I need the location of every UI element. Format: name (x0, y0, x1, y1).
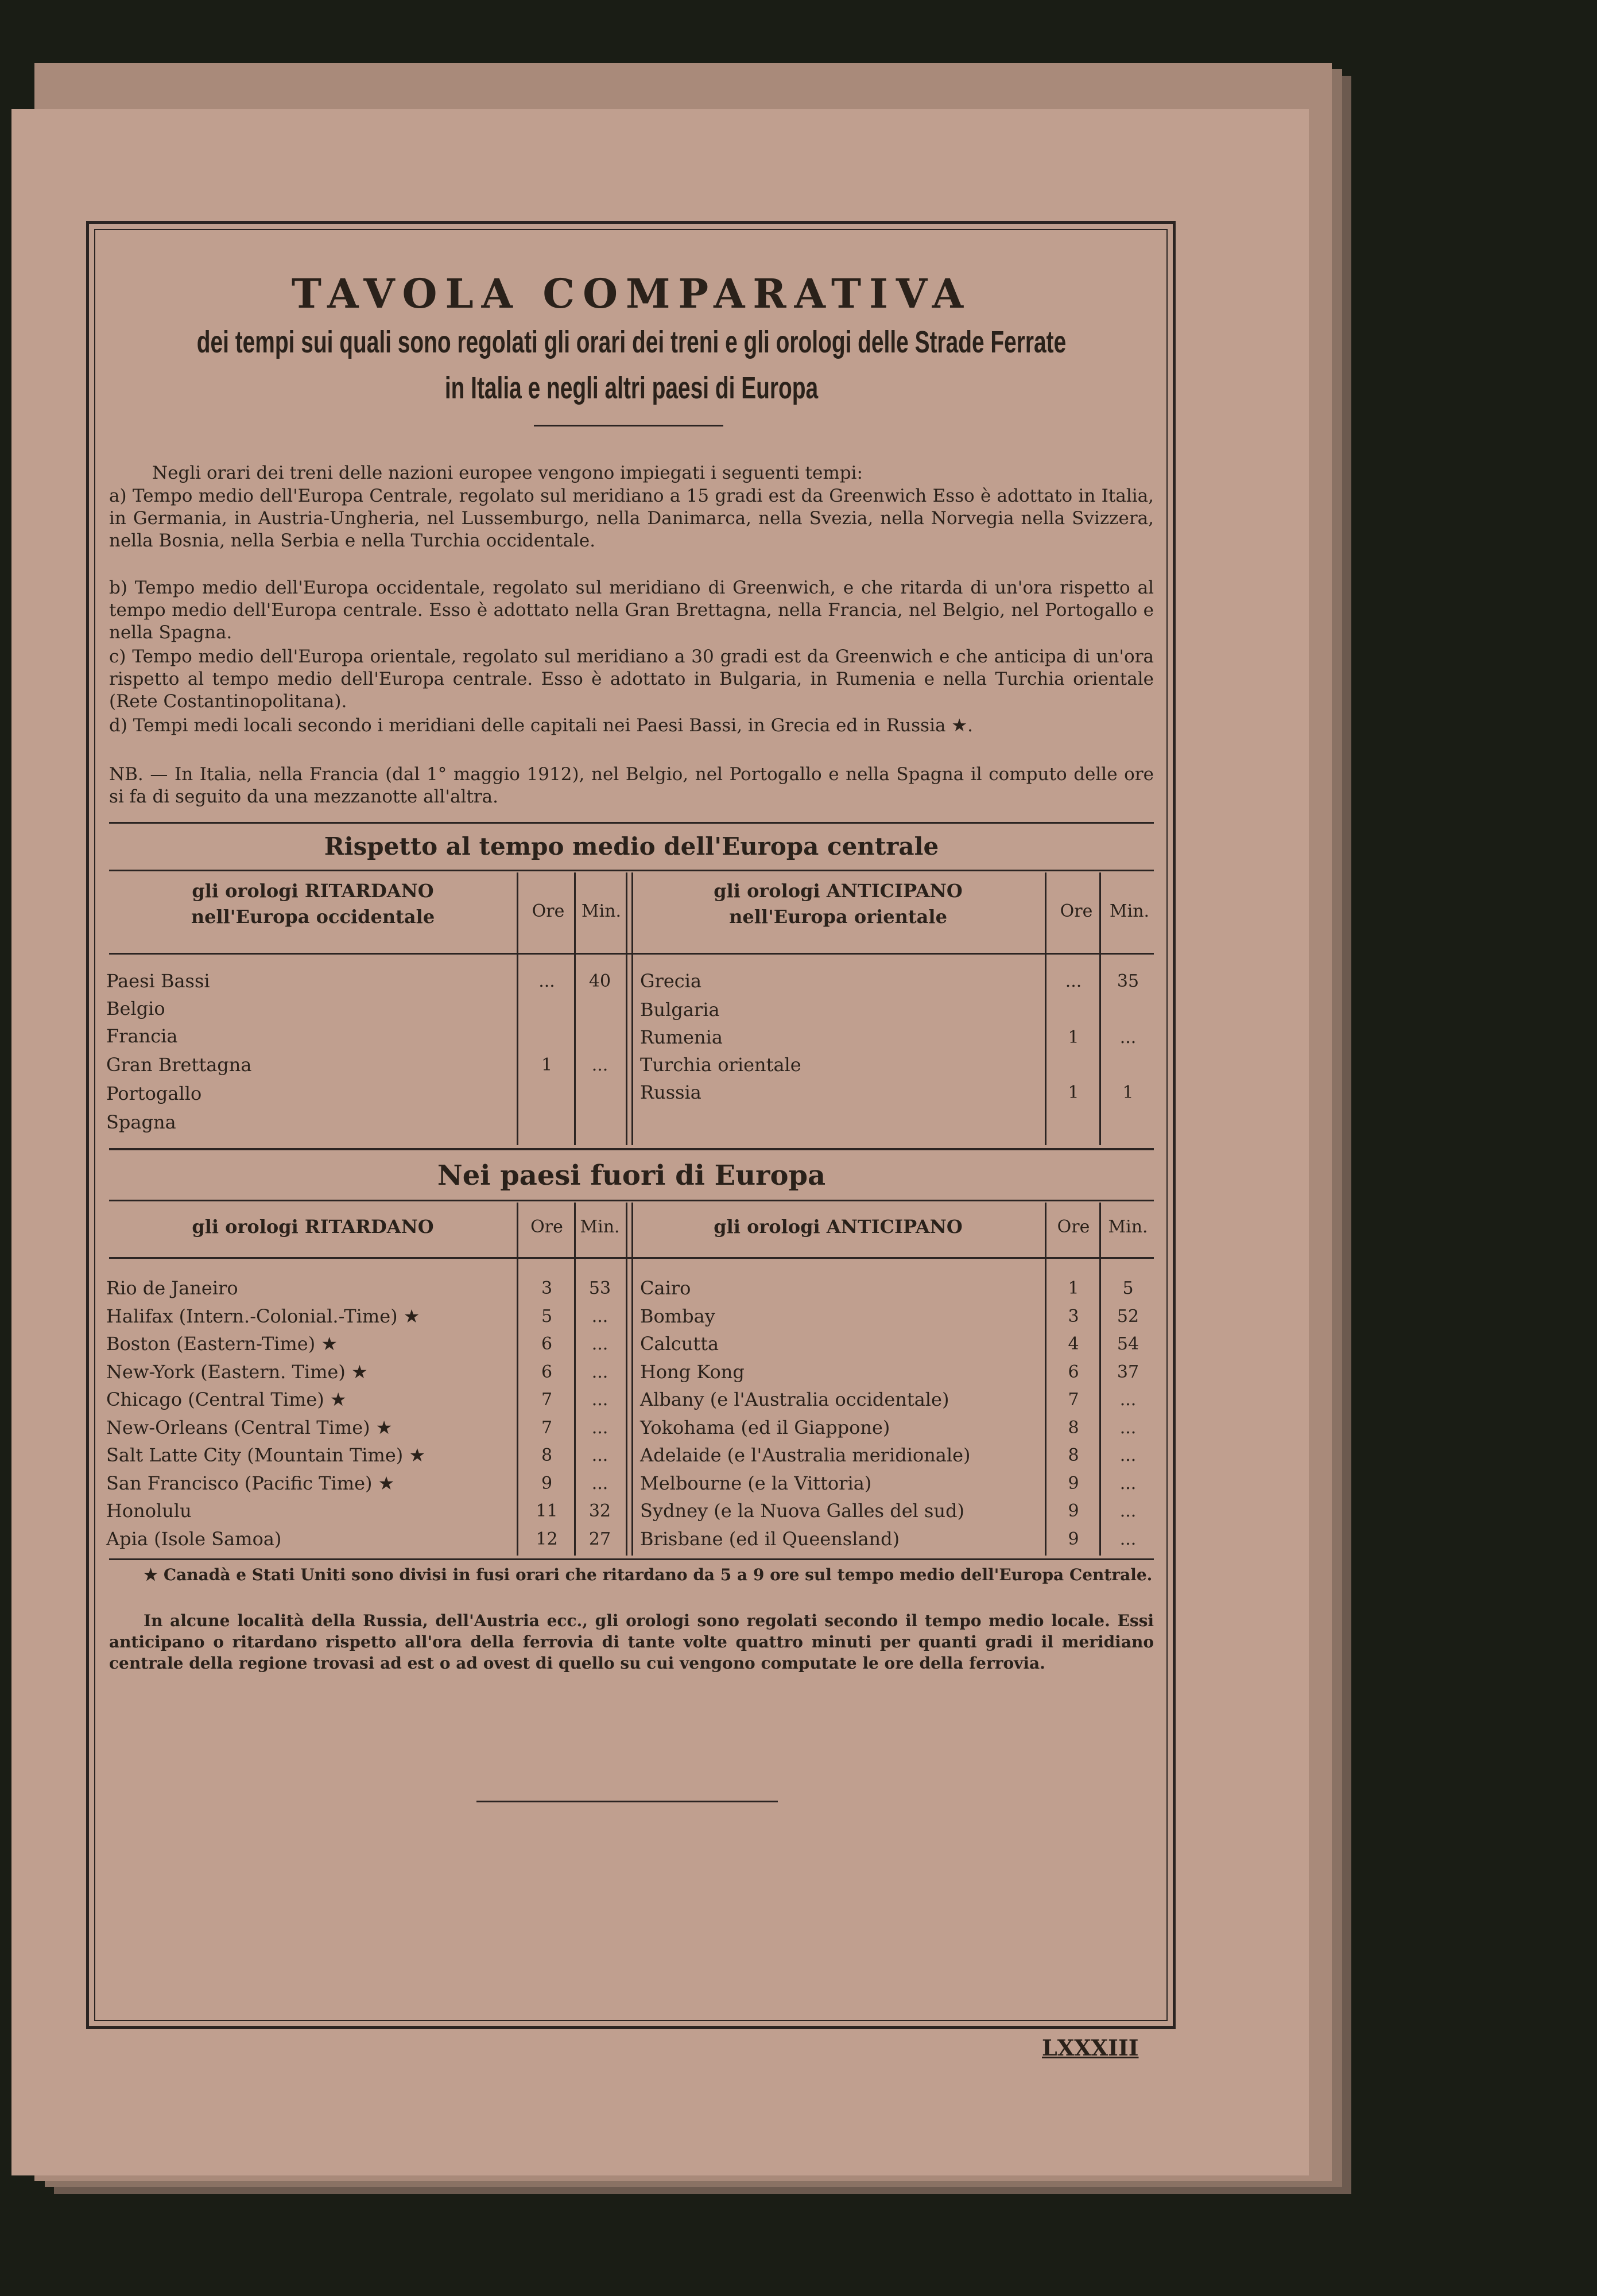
outside-left-row: Apia (Isole Samoa) (106, 1527, 282, 1550)
outside-right-ore-header: Ore (1057, 1217, 1090, 1237)
outside-left-row: San Francisco (Pacific Time) ★ (106, 1472, 395, 1494)
outside-left-ore: 11 (536, 1501, 558, 1521)
outside-right-ore: 3 (1068, 1306, 1079, 1327)
divider (109, 1558, 1154, 1560)
outside-right-min: 5 (1122, 1278, 1134, 1298)
outside-left-row: Boston (Eastern-Time) ★ (106, 1333, 338, 1355)
europe-right-row: Turchia orientale (640, 1054, 801, 1076)
divider (109, 1200, 1154, 1201)
outside-right-ore: 4 (1068, 1334, 1079, 1354)
europe-right-min: 35 (1117, 971, 1139, 991)
outside-left-min: ... (591, 1445, 608, 1465)
europe-right-row: Bulgaria (640, 999, 720, 1021)
outside-right-row: Melbourne (e la Vittoria) (640, 1472, 872, 1494)
outside-left-min: ... (591, 1306, 608, 1327)
outside-right-ore: 7 (1068, 1390, 1079, 1410)
outside-right-min: ... (1119, 1445, 1137, 1465)
outside-left-ore: 3 (541, 1278, 553, 1298)
divider (109, 822, 1154, 824)
outside-left-row: Halifax (Intern.-Colonial.-Time) ★ (106, 1305, 420, 1327)
title-divider (534, 425, 723, 426)
outside-right-row: Adelaide (e l'Australia meridionale) (640, 1444, 971, 1466)
column-divider (626, 872, 627, 1145)
outside-right-ore: 6 (1068, 1362, 1079, 1382)
europe-left-header-2: nell'Europa occidentale (191, 906, 435, 928)
europe-right-row: Russia (640, 1081, 701, 1103)
outside-left-min: 53 (588, 1278, 611, 1298)
outside-left-ore: 6 (541, 1362, 553, 1382)
outside-right-min: 37 (1117, 1362, 1139, 1382)
outside-right-min: 52 (1117, 1306, 1139, 1327)
subtitle-line-2: in Italia e negli altri paesi di Europa (444, 371, 819, 405)
column-divider (1045, 872, 1046, 1145)
europe-section-title: Rispetto al tempo medio dell'Europa centrale (324, 832, 939, 860)
europe-left-ore: ... (538, 971, 555, 991)
outside-right-min: ... (1119, 1390, 1137, 1410)
outside-left-header: gli orologi RITARDANO (192, 1216, 434, 1238)
outside-right-min: 54 (1117, 1334, 1139, 1354)
europe-right-header-1: gli orologi ANTICIPANO (714, 880, 963, 902)
item-b: b) Tempo medio dell'Europa occidentale, regolato sul meridiano di Greenwich, e che ritarda di un'ora rispetto al tempo medio dell'Europa centrale. Esso è adottato nella Gran Brettagna, nella Francia, nel Belgio, nel Portogallo e nella Spagna. (109, 577, 1154, 643)
outside-right-row: Cairo (640, 1277, 691, 1299)
outside-right-row: Albany (e l'Australia occidentale) (640, 1389, 949, 1410)
outside-right-min-header: Min. (1108, 1217, 1148, 1237)
europe-left-min: 40 (588, 971, 611, 991)
outside-left-ore-header: Ore (530, 1217, 563, 1237)
europe-left-min-header: Min. (581, 901, 622, 921)
europe-right-min: 1 (1122, 1083, 1134, 1103)
outside-right-min: ... (1119, 1473, 1137, 1494)
outside-right-ore: 8 (1068, 1445, 1079, 1465)
outside-left-row: Chicago (Central Time) ★ (106, 1389, 347, 1410)
footnote-russia: In alcune località della Russia, dell'Austria ecc., gli orologi sono regolati secondo il tempo medio locale. Essi anticipano o ritardano rispetto all'ora della ferrovia di tante volte quattro minuti per quanti gradi il meridiano centrale della regione trovasi ad est o ad ovest di quello su cui vengono computate le ore della ferrovia. (109, 1611, 1154, 1673)
outside-left-row: Salt Latte City (Mountain Time) ★ (106, 1444, 426, 1466)
europe-left-min: ... (591, 1055, 608, 1075)
europe-right-ore-header: Ore (1060, 901, 1093, 921)
europe-right-ore: ... (1065, 971, 1082, 991)
outside-left-min: 27 (588, 1529, 611, 1549)
outside-left-ore: 8 (541, 1445, 553, 1465)
outside-left-row: New-York (Eastern. Time) ★ (106, 1360, 368, 1383)
europe-right-min-header: Min. (1109, 901, 1150, 921)
outside-right-row: Sydney (e la Nuova Galles del sud) (640, 1500, 965, 1522)
page-number: LXXXIII (1042, 2035, 1139, 2061)
outside-left-row: New-Orleans (Central Time) ★ (106, 1416, 393, 1438)
europe-left-ore: 1 (541, 1055, 553, 1075)
outside-left-row: Honolulu (106, 1500, 192, 1522)
outside-left-min-header: Min. (580, 1217, 620, 1237)
outside-section-title: Nei paesi fuori di Europa (437, 1159, 826, 1192)
outside-right-ore: 9 (1068, 1473, 1079, 1494)
europe-right-row: Grecia (640, 970, 702, 992)
footnote-star: ★ Canadà e Stati Uniti sono divisi in fusi orari che ritardano da 5 a 9 ore sul tempo medio dell'Europa Centrale. (144, 1565, 1153, 1584)
divider (109, 1148, 1154, 1150)
outside-right-row: Brisbane (ed il Queensland) (640, 1527, 900, 1550)
europe-right-row: Rumenia (640, 1026, 723, 1048)
outside-left-min: ... (591, 1362, 608, 1382)
outside-right-ore: 9 (1068, 1529, 1079, 1549)
item-a: a) Tempo medio dell'Europa Centrale, regolato sul meridiano a 15 gradi est da Greenwich Esso è adottato in Italia, in Germania, in Austria-Ungheria, nel Lussemburgo, nella Danimarca, nella Svezia, nella Norvegia nella Svizzera, nella Bosnia, nella Serbia e nella Turchia occidentale. (109, 486, 1154, 551)
outside-left-row: Rio de Janeiro (106, 1277, 238, 1299)
europe-left-row: Portogallo (106, 1083, 202, 1104)
outside-left-ore: 5 (541, 1306, 553, 1327)
column-divider (517, 1203, 518, 1556)
outside-left-min: ... (591, 1417, 608, 1438)
outside-right-min: ... (1119, 1501, 1137, 1521)
column-divider (1045, 1203, 1046, 1556)
subtitle-line-1: dei tempi sui quali sono regolati gli orari dei treni e gli orologi delle Strade Ferrate (196, 325, 1067, 359)
outside-left-min: 32 (588, 1501, 611, 1521)
outside-right-header: gli orologi ANTICIPANO (714, 1216, 963, 1238)
outside-right-row: Bombay (640, 1305, 715, 1327)
page-title: TAVOLA COMPARATIVA (291, 270, 972, 317)
outside-left-ore: 12 (536, 1529, 558, 1549)
europe-left-row: Francia (106, 1025, 178, 1047)
intro-text: Negli orari dei treni delle nazioni europee vengono impiegati i seguenti tempi: (152, 463, 863, 483)
outside-left-ore: 6 (541, 1334, 553, 1354)
outside-right-ore: 9 (1068, 1501, 1079, 1521)
outside-left-ore: 7 (541, 1417, 553, 1438)
outside-right-min: ... (1119, 1529, 1137, 1549)
divider (109, 870, 1154, 871)
europe-left-row: Belgio (106, 998, 165, 1019)
europe-left-row: Spagna (106, 1111, 176, 1133)
europe-left-row: Gran Brettagna (106, 1054, 252, 1076)
outside-left-ore: 9 (541, 1473, 553, 1494)
item-c: c) Tempo medio dell'Europa orientale, regolato sul meridiano a 30 gradi est da Greenwich e che anticipa di un'ora rispetto al tempo medio dell'Europa centrale. Esso è adottato in Bulgaria, in Rumenia e nella Turchia orientale (Rete Costantinopolitana). (109, 646, 1154, 712)
europe-right-min: ... (1119, 1027, 1137, 1048)
europe-right-ore: 1 (1068, 1083, 1079, 1103)
europe-left-ore-header: Ore (532, 901, 565, 921)
europe-right-header-2: nell'Europa orientale (729, 906, 947, 928)
bottom-divider (476, 1801, 778, 1802)
item-d: d) Tempi medi locali secondo i meridiani delle capitali nei Paesi Bassi, in Grecia ed in Russia ★. (109, 715, 973, 736)
column-divider (517, 872, 518, 1145)
column-divider (574, 872, 576, 1145)
outside-right-ore: 8 (1068, 1417, 1079, 1438)
outside-left-min: ... (591, 1390, 608, 1410)
outside-right-min: ... (1119, 1417, 1137, 1438)
outside-right-row: Hong Kong (640, 1360, 745, 1383)
outside-left-min: ... (591, 1334, 608, 1354)
europe-left-row: Paesi Bassi (106, 970, 210, 992)
europe-right-ore: 1 (1068, 1027, 1079, 1048)
europe-left-header-1: gli orologi RITARDANO (192, 880, 434, 902)
outside-right-ore: 1 (1068, 1278, 1079, 1298)
column-divider (631, 872, 633, 1145)
column-divider (1099, 872, 1101, 1145)
nb-note: NB. — In Italia, nella Francia (dal 1° maggio 1912), nel Belgio, nel Portogallo e nella Spagna il computo delle ore si fa di seguito da una mezzanotte all'altra. (109, 764, 1154, 807)
outside-left-ore: 7 (541, 1390, 553, 1410)
column-divider (626, 1203, 627, 1556)
column-divider (631, 1203, 633, 1556)
outside-right-row: Yokohama (ed il Giappone) (640, 1416, 890, 1438)
outside-right-row: Calcutta (640, 1333, 719, 1355)
outside-left-min: ... (591, 1473, 608, 1494)
